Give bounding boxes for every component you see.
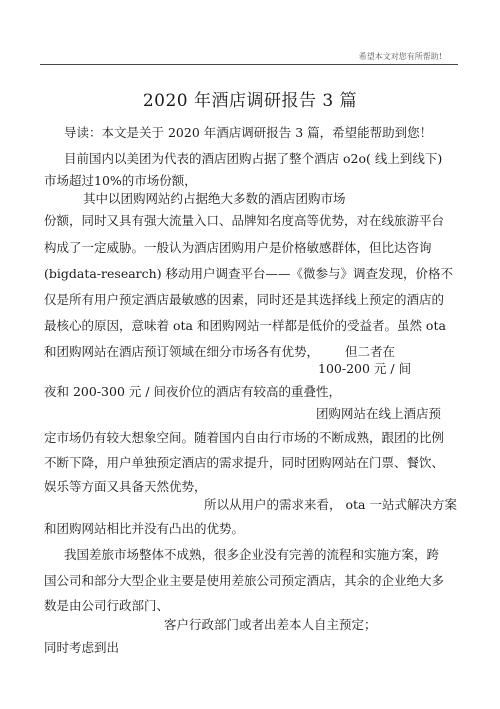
body-line: 我国差旅市场整体不成熟，很多企业没有完善的流程和实施方案，跨 [64, 547, 440, 562]
body-line: 仅是所有用户预定酒店最敏感的因素，同时还是其选择线上预定的酒店的 [44, 292, 445, 307]
body-line: 和团购网站相比并没有凸出的优势。 [44, 521, 245, 536]
body-line: 100-200 元 / 间 [318, 361, 412, 376]
body-line: 定市场仍有较大想象空间。随着国内自由行市场的不断成熟，跟团的比例 [44, 430, 445, 445]
body-line: 团购网站在线上酒店预 [316, 406, 442, 421]
body-line: 和团购网站在酒店预订领域在细分市场各有优势， [44, 344, 320, 359]
body-line: 最核心的原因，意味着 ota 和团购网站一样都是低价的受益者。虽然 ota [44, 318, 446, 333]
body-line: 娱乐等方面又具备天然优势， [44, 479, 207, 494]
body-line: 夜和 200-300 元 / 间夜价位的酒店有较高的重叠性， [44, 384, 342, 399]
body-line: 客户行政部门或者出差本人自主预定； [164, 617, 377, 632]
body-line: 构成了一定威胁。一般认为酒店团购用户是价格敏感群体，但比达咨询 [44, 240, 432, 255]
body-line: 目前国内以美团为代表的酒店团购占据了整个酒店 o2o( 线上到线下) [64, 151, 443, 166]
body-line: 其中以团购网站约占据绝大多数的酒店团购市场 [83, 191, 346, 206]
body-line: 国公司和部分大型企业主要是使用差旅公司预定酒店，其余的企业绝大多 [44, 573, 445, 588]
body-line: 同时考虑到出 [44, 640, 120, 655]
body-line: 但二者在 [345, 344, 396, 359]
body-line: 不断下降，用户单独预定酒店的需求提升，同时团购网站在门票、餐饮、 [44, 455, 445, 470]
header-rule [40, 64, 458, 65]
body-line: 数是由公司行政部门、 [44, 598, 170, 613]
body-line: 导读：本文是关于 2020 年酒店调研报告 3 篇，希望能帮助到您！ [64, 125, 433, 140]
body-line: 份额，同时又具有强大流量入口、品牌知名度高等优势，对在线旅游平台 [44, 213, 445, 228]
body-line: (bigdata-research) 移动用户调查平台——《微参与》调查发现，价格不 [44, 266, 454, 281]
header-note: 希望本文对您有所帮助! [358, 52, 442, 61]
document-title: 2020 年酒店调研报告 3 篇 [142, 91, 358, 111]
body-line: 所以从用户的需求来看， ota 一站式解决方案 [204, 497, 457, 512]
body-line: 市场超过10%的市场份额， [44, 173, 197, 188]
